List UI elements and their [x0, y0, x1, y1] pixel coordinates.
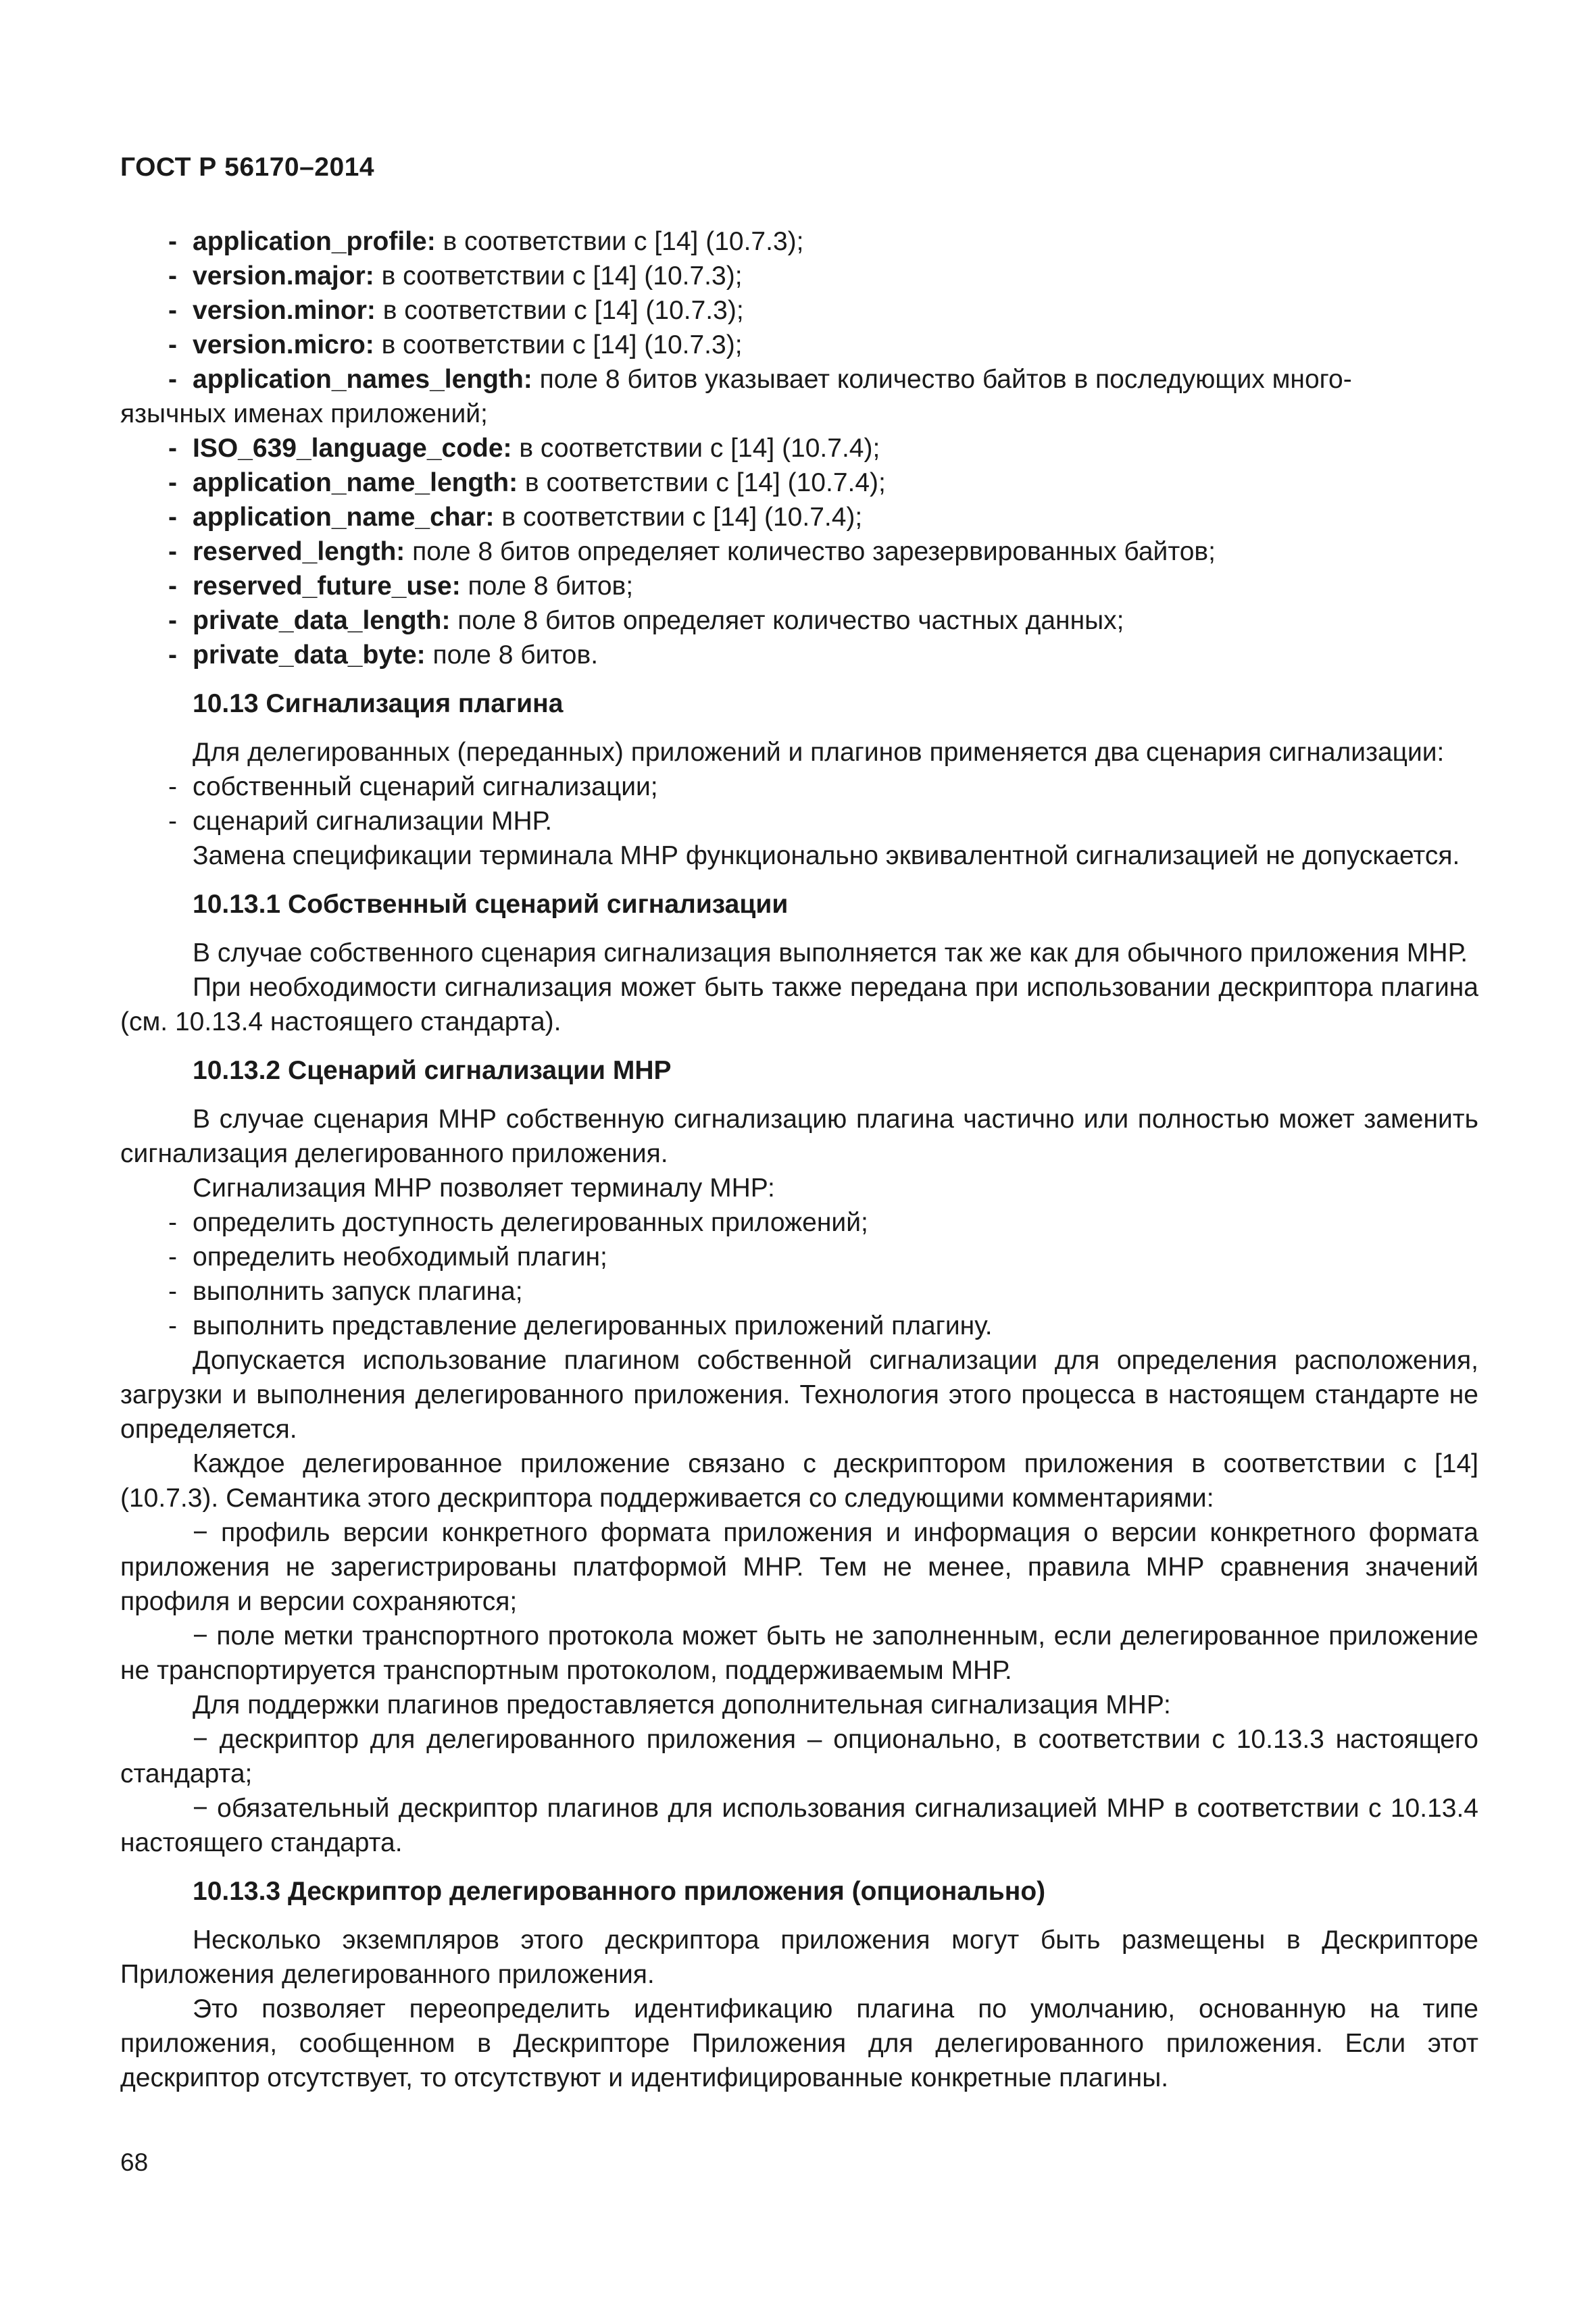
section-heading-10-13-3: 10.13.3 Дескриптор делегированного приложения (опционально) — [193, 1877, 1046, 1906]
field-name: version.minor: — [193, 296, 376, 325]
list-item: - определить доступность делегированных приложений; — [168, 1208, 868, 1237]
comment-item: − дескриптор для делегированного приложения – опционально, в соответствии с 10.13.3 настоящего стандарта; — [120, 1725, 1478, 1788]
page-content — [120, 224, 1478, 2095]
paragraph: Несколько экземпляров этого дескриптора приложения могут быть размещены в Дескрипторе Приложения делегированного приложения. — [120, 1926, 1478, 1989]
field-item: - private_data_length: поле 8 битов определяет количество частных данных; — [168, 606, 1124, 635]
section-heading-10-13-1: 10.13.1 Собственный сценарий сигнализации — [193, 890, 789, 919]
field-name: version.major: — [193, 261, 374, 291]
field-name: reserved_length: — [193, 537, 405, 566]
field-item: - reserved_future_use: поле 8 битов; — [168, 572, 634, 601]
field-name: application_names_length: — [193, 365, 532, 394]
field-item: - version.major: в соответствии с [14] (10.7.3); — [168, 261, 743, 291]
field-name: private_data_byte: — [193, 640, 426, 670]
field-item: - version.minor: в соответствии с [14] (10.7.3); — [168, 296, 744, 325]
field-desc: в соответствии с [14] (10.7.4); — [512, 434, 880, 463]
list-item: - определить необходимый плагин; — [168, 1242, 607, 1272]
standard-header: ГОСТ Р 56170–2014 — [120, 153, 375, 182]
list-item: - сценарий сигнализации МНР. — [168, 807, 553, 836]
list-item: - собственный сценарий сигнализации; — [168, 772, 658, 801]
field-desc: поле 8 битов; — [460, 572, 634, 601]
field-item: - application_name_char: в соответствии с [14] (10.7.4); — [168, 503, 863, 532]
page-number: 68 — [120, 2148, 149, 2176]
field-name: application_name_char: — [193, 503, 495, 532]
field-item: - reserved_length: поле 8 битов определяет количество зарезервированных байтов; — [168, 537, 1216, 566]
field-name: ISO_639_language_code: — [193, 434, 512, 463]
field-item: - ISO_639_language_code: в соответствии с [14] (10.7.4); — [168, 434, 880, 463]
field-item: - private_data_byte: поле 8 битов. — [168, 640, 599, 670]
list-item: - выполнить запуск плагина; — [168, 1277, 523, 1306]
field-desc: поле 8 битов. — [425, 640, 599, 670]
comment-item: − обязательный дескриптор плагинов для использования сигнализацией МНР в соответствии с 10.13.4 настоящего стандарта. — [120, 1794, 1478, 1857]
field-desc: в соответствии с [14] (10.7.3); — [375, 296, 744, 325]
paragraph: Замена спецификации терминала МНР функционально эквивалентной сигнализацией не допускается. — [193, 841, 1460, 870]
field-name: application_name_length: — [193, 468, 518, 497]
field-item: - application_names_length: поле 8 битов указывает количество байтов в последующих много- — [168, 365, 1352, 394]
comment-item: − поле метки транспортного протокола может быть не заполненным, если делегированное приложение не транспортируется транспортным протоколом, поддерживаемым МНР. — [120, 1621, 1478, 1685]
list-item: - выполнить представление делегированных приложений плагину. — [168, 1311, 993, 1340]
paragraph: В случае собственного сценария сигнализация выполняется так же как для обычного приложения МНР. — [193, 938, 1468, 967]
field-name: reserved_future_use: — [193, 572, 461, 601]
field-desc: в соответствии с [14] (10.7.3); — [435, 227, 804, 256]
paragraph: Сигнализация МНР позволяет терминалу МНР: — [193, 1174, 775, 1203]
paragraph: Это позволяет переопределить идентификацию плагина по умолчанию, основанную на типе приложения, сообщенном в Дескрипторе Приложения для делегированного приложения. Если этот дескриптор отсутствует, то отсутствуют и идентифицированные конкретные плагины. — [120, 1994, 1478, 2092]
field-desc: в соответствии с [14] (10.7.3); — [374, 330, 743, 359]
comment-item: − профиль версии конкретного формата приложения и информация о версии конкретного формата приложения не зарегистрированы платформой МНР. Тем не менее, правила МНР сравнения значений профиля и версии сохраняются; — [120, 1518, 1478, 1616]
field-item: - application_name_length: в соответствии с [14] (10.7.4); — [168, 468, 886, 497]
paragraph: Каждое делегированное приложение связано с дескриптором приложения в соответствии с [14] (10.7.3). Семантика этого дескриптора поддерживается со следующими комментариями: — [120, 1449, 1478, 1513]
field-name: version.micro: — [193, 330, 374, 359]
field-item: - version.micro: в соответствии с [14] (10.7.3); — [168, 330, 743, 359]
field-desc: в соответствии с [14] (10.7.4); — [518, 468, 886, 497]
field-name: application_profile: — [193, 227, 436, 256]
paragraph: Для поддержки плагинов предоставляется дополнительная сигнализация МНР: — [193, 1690, 1171, 1719]
field-desc: поле 8 битов указывает количество байтов в последующих много- — [532, 365, 1352, 394]
section-heading-10-13-2: 10.13.2 Сценарий сигнализации МНР — [193, 1056, 672, 1085]
field-name: private_data_length: — [193, 606, 451, 635]
paragraph: Для делегированных (переданных) приложений и плагинов применяется два сценария сигнализации: — [193, 738, 1445, 767]
field-desc: поле 8 битов определяет количество зарезервированных байтов; — [405, 537, 1216, 566]
field-desc: в соответствии с [14] (10.7.4); — [494, 503, 863, 532]
paragraph: Допускается использование плагином собственной сигнализации для определения расположения, загрузки и выполнения делегированного приложения. Технология этого процесса в настоящем стандарте не определяется. — [120, 1346, 1478, 1444]
field-desc-continuation: язычных именах приложений; — [120, 399, 488, 428]
section-heading-10-13: 10.13 Сигнализация плагина — [193, 689, 564, 718]
paragraph: При необходимости сигнализация может быть также передана при использовании дескриптора плагина (см. 10.13.4 настоящего стандарта). — [120, 973, 1478, 1036]
field-item: - application_profile: в соответствии с [14] (10.7.3); — [168, 227, 804, 256]
field-desc: поле 8 битов определяет количество частных данных; — [450, 606, 1124, 635]
field-desc: в соответствии с [14] (10.7.3); — [374, 261, 743, 291]
paragraph: В случае сценария МНР собственную сигнализацию плагина частично или полностью может заменить сигнализация делегированного приложения. — [120, 1105, 1478, 1168]
